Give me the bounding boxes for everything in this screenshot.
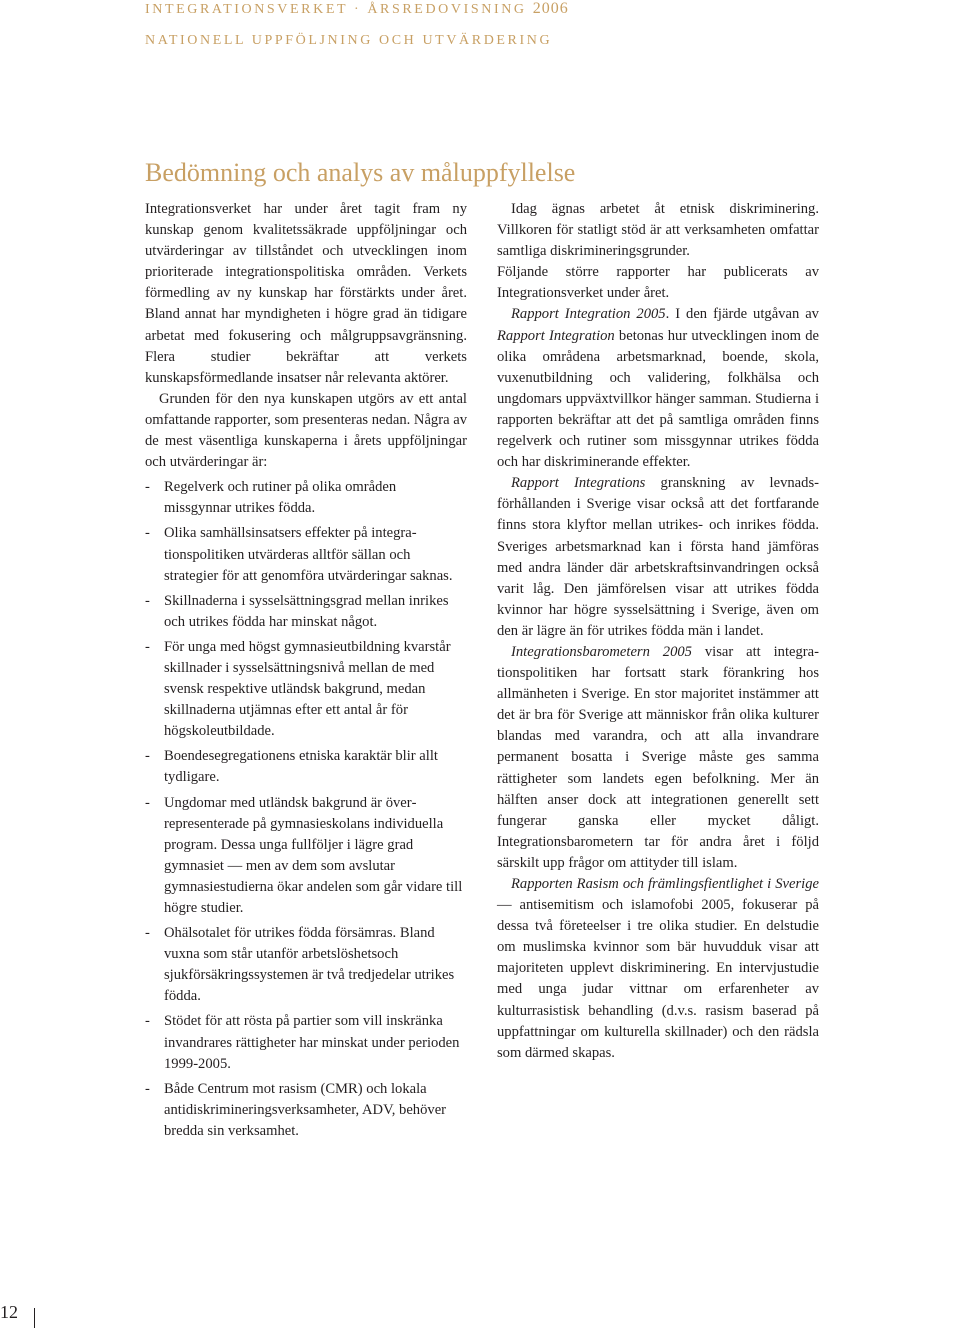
list-item bbox=[145, 523, 467, 586]
list-item-text: För unga med högst gymnasieutbildning kvarstår skillnader i sysselsättningsnivå mellan de med svensk respektive utländsk bakgrund, medan skillnaderna utjämnas efter ett antal år för högskoleutbildade. bbox=[164, 638, 451, 740]
list-item-text: Både Centrum mot rasism (CMR) och lokala antidiskrimineringsverksamheter, ADV, behöver bredda sin verksamhet. bbox=[164, 1080, 447, 1139]
report-text: granskning av levnadsförhållanden i Sverige visar också att det fortfarande finns stora klyftor mellan utrikes- och inrikes födda. Sveriges arbetsmarknad kan i första hand jämföras med andra länder där arbetskraftsinvandringen också varit låg. Den jämförelsen visar att utrikes födda kvinnor har högre sysselsättning i Sverige, även om den är lägre än för utrikes födda män i landet. bbox=[497, 475, 819, 639]
report-title: Rapport Integration 2005 bbox=[511, 306, 666, 323]
intro-paragraph: Integrationsverket har under året tagit fram ny kunskap genom kvalitetssäkrade uppföljningar och utvärderingar av tillståndet och utvecklingen inom prioriterade integrationspolitiska områden. Verkets förmedling av ny kunskap har förstärkts under året. Bland annat har myndigheten i högre grad än tidigare arbetat med fokusering och målgruppsavgränsning. Flera studier bekräftar att verkets kunskapsförmedlande insatser når relevanta aktörer. bbox=[145, 201, 467, 386]
dash-bullet: - bbox=[145, 748, 150, 765]
left-column bbox=[145, 199, 467, 1146]
dash-bullet: - bbox=[145, 1013, 150, 1030]
reports-intro-paragraph: Följande större rapporter har publicerats av Integrationsverket under året. bbox=[497, 264, 819, 302]
list-item bbox=[145, 591, 467, 633]
running-head-year: 2006 bbox=[532, 0, 569, 17]
list-item bbox=[145, 793, 467, 920]
page-number bbox=[0, 1302, 17, 1328]
list-item bbox=[145, 477, 467, 519]
report-title: Rapport Integrations bbox=[511, 475, 646, 492]
report-title: Rapport Integration bbox=[497, 327, 615, 344]
list-item-text: Boendesegregationens etniska karaktär blir allt tydligare. bbox=[164, 748, 438, 786]
list-item-text: Regelverk och rutiner på olika områden missgynnar utrikes födda. bbox=[164, 479, 397, 517]
dash-bullet: - bbox=[145, 638, 150, 655]
dash-bullet: - bbox=[145, 479, 150, 496]
dash-bullet: - bbox=[145, 525, 150, 542]
continued-paragraph: Idag ägnas arbetet åt etnisk diskriminering. Villkoren för statligt stöd är att verksamheten omfattar samtliga diskrimineringsgrunder. bbox=[497, 201, 819, 260]
list-item bbox=[145, 1079, 467, 1142]
findings-list bbox=[145, 477, 467, 1142]
list-item-text: Ohälsotalet för utrikes födda försämras. Bland vuxna som står utanför arbetslöshetsoch sjukförsäkringssystemen är två tredjedelar utrikes födda. bbox=[164, 925, 455, 1005]
page-corner-rule bbox=[34, 1308, 35, 1328]
list-item-text: Ungdomar med utländsk bakgrund är överrepresenterade på gymnasieskolans individuella program. Dessa unga fullföljer i lägre grad gymnasiet — men av dem som avslutar gymnasiestudierna ökar andelen som går vidare till högre studier. bbox=[164, 794, 463, 916]
racism-report-paragraph bbox=[497, 874, 819, 1064]
list-item-text: Olika samhällsinsatsers effekter på integrationspolitiken utvärderas alltför sällan och strategier för att genomföra utvärderingar saknas. bbox=[164, 525, 453, 584]
list-item bbox=[145, 1011, 467, 1074]
report-integration-paragraph bbox=[497, 304, 819, 473]
list-item-text: Stödet för att rösta på partier som vill inskränka invandrares rättigheter har minskat under perioden 1999-2005. bbox=[164, 1013, 460, 1072]
integration-barometer-paragraph bbox=[497, 642, 819, 874]
report-title: Integrationsbarometern 2005 bbox=[511, 643, 692, 660]
report-text: — antisemitism och islamofobi 2005, fokuserar på dessa två företeelser i tre olika studier. En delstudie om muslimska kvinnor som bär huvudduk visar att majoriteten upplevt diskriminering. En intervjustudie med unga judar vittnar om erfarenheter av kulturrasistisk behandling (d.v.s. rasism baserad på uppfattningar om kulturella skillnader) och den rädsla som därmed skapas. bbox=[497, 897, 819, 1061]
dash-bullet: - bbox=[145, 592, 150, 609]
page-number-text: 12 bbox=[0, 1302, 18, 1322]
right-column bbox=[497, 199, 819, 1064]
knowledge-paragraph: Grunden för den nya kunskapen utgörs av ett antal omfattande rapporter, som presenteras nedan. Några av de mest väsentliga kunskaperna i årets uppföljningar och utvärderingar är: bbox=[145, 390, 467, 471]
list-item bbox=[145, 746, 467, 788]
list-item bbox=[145, 637, 467, 742]
list-item-text: Skillnaderna i sysselsättningsgrad mellan inrikes och utrikes födda har minskat något. bbox=[164, 592, 449, 630]
section-title: Bedömning och analys av måluppfyllelse bbox=[145, 158, 576, 187]
running-head-chapter: NATIONELL UPPFÖLJNING OCH UTVÄRDERING bbox=[145, 33, 553, 48]
dash-bullet: - bbox=[145, 925, 150, 942]
dash-bullet: - bbox=[145, 1080, 150, 1097]
running-head-title: INTEGRATIONSVERKET · ÅRSREDOVISNING bbox=[145, 2, 533, 17]
report-text: betonas hur utvecklingen inom de olika områdena arbetsmarknad, boende, skola, vuxenutbildning och validering, folkhälsa och ungdomars uppväxtvillkor hänger samman. Studierna i rapporten bekräftar att det på samtliga områden finns regelverk och rutiner som missgynnar utrikes födda och har diskriminerande effekter. bbox=[497, 327, 819, 471]
report-text: . I den fjärde utgåvan av bbox=[665, 306, 819, 323]
report-living-conditions-paragraph bbox=[497, 473, 819, 642]
dash-bullet: - bbox=[145, 794, 150, 811]
running-head-publication bbox=[145, 0, 569, 19]
report-title: Rapporten Rasism och främlingsfientlighet i Sverige bbox=[511, 876, 819, 892]
list-item bbox=[145, 923, 467, 1007]
report-text: visar att integrationspolitiken har fortsatt stark förankring hos allmänheten i Sverige. En stor majoritet instämmer att det är bra för Sverige att människor från olika kulturer blandas med varandra, och att alla invandrare permanent bosatta i Sverige måste ges samma rättigheter som landets egen befolkning. Mer än hälften anser dock att integrationen generellt sett fungerar ganska eller mycket dåligt. Integrationsbarometern tar för andra året i följd särskilt upp frågor om attityder till islam. bbox=[497, 643, 820, 871]
